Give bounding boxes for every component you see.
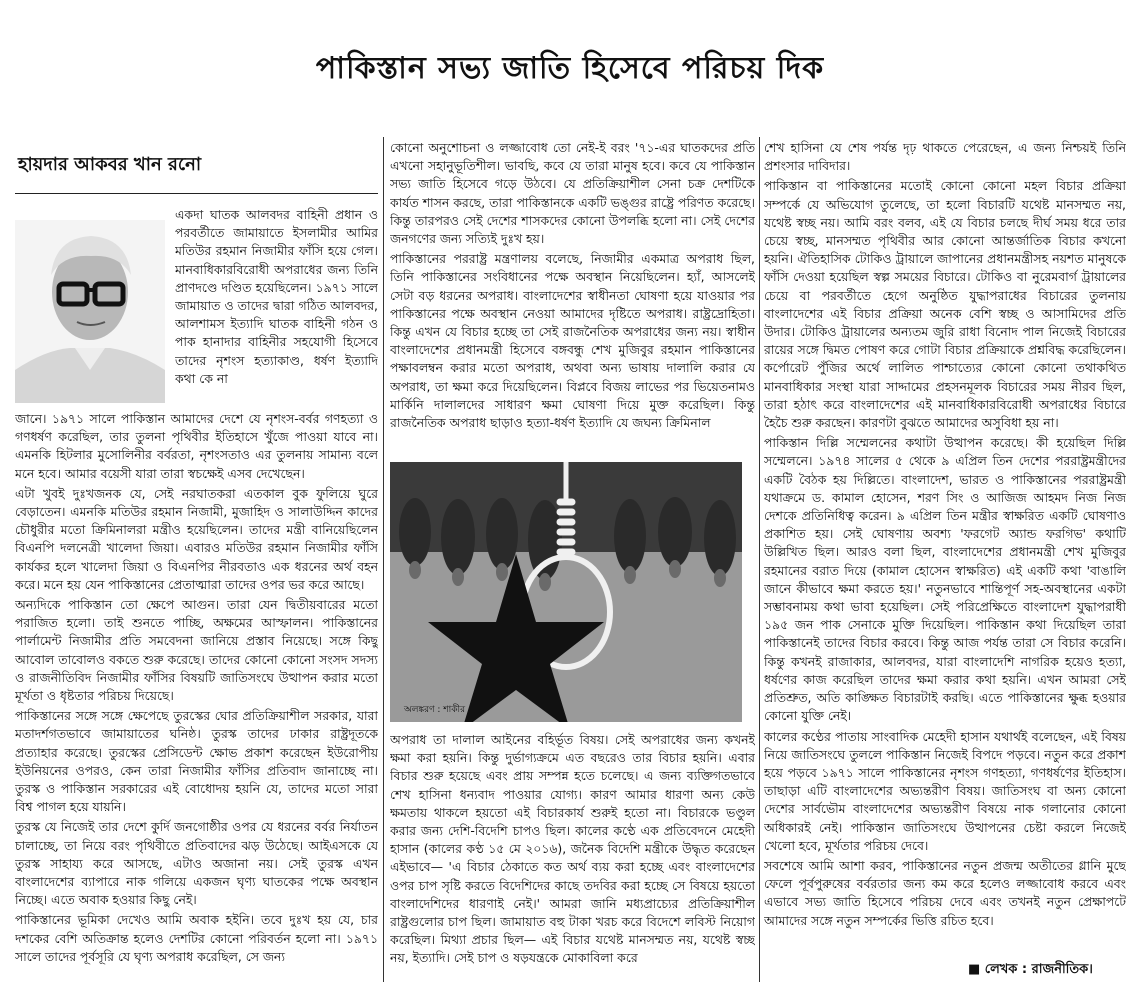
- paragraph: অপরাধ তা দালাল আইনের বহির্ভূত বিষয়। সেই অপরাধের জন্য কখনই ক্ষমা করা হয়নি। কিন্তু দুর্ভাগ্যক্রমে এত বছরেও তার বিচার হয়নি। এবার বিচার শুরু হয়েছে এবং প্রায় সম্পন্ন হতে চলেছে। এ জন্য ব্যক্তিগতভাবে শেখ হাসিনা ধন্যবাদ পাওয়ার যোগ্য। কারণ আমার ধারণা অন্য কেউ ক্ষমতায় থাকলে হয়তো এই বিচারকার্য শুরুই হতো না। বিচারকে ভণ্ডুল করার জন্য দেশি-বিদেশি চাপও ছিল। কালের কণ্ঠে এক প্রতিবেদনে মেহেদী হাসান (কালের কণ্ঠ ১৫ মে ২০১৬), জনৈক বিদেশি মন্ত্রীকে উদ্ধৃত করেছেন এইভাবে— 'এ বিচার ঠেকাতে কত অর্থ ব্যয় করা হচ্ছে এবং বাংলাদেশের ওপর চাপ সৃষ্টি করতে বিদেশিদের কাছে তদবির করা হচ্ছে সে বিষয়ে হয়তো বাংলাদেশিদের ধারণাই নেই।' আমরা জানি মধ্যপ্রাচ্যের প্রতিক্রিয়াশীল রাষ্ট্রগুলোর চাপ ছিল। জামায়াত বহু টাকা খরচ করে বিদেশে লবিস্ট নিয়োগ করেছিল। মিথ্যা প্রচার ছিল— এই বিচার যথেষ্ট মানসম্মত নয়, যথেষ্ট স্বচ্ছ নয়, ইত্যাদি। সেই চাপ ও ষড়যন্ত্রকে মোকাবিলা করে: [390, 732, 755, 966]
- paragraph: সবশেষে আমি আশা করব, পাকিস্তানের নতুন প্রজন্ম অতীতের গ্লানি মুছে ফেলে পূর্বপুরুষের বর্বরতার জন্য কম করে হলেও লজ্জাবোধ করবে এবং এভাবে সভ্য জাতি হিসেবে পরিচয় দেবে এবং তখনই নতুন প্রেক্ষাপটে আমাদের সঙ্গে নতুন সম্পর্কের ভিত্তি রচিত হবে।: [764, 857, 1126, 928]
- paragraph: পাকিস্তানের সঙ্গে সঙ্গে ক্ষেপেছে তুরস্কের ঘোর প্রতিক্রিয়াশীল সরকার, যারা মতাদর্শগতভাবে জামায়াতের ঘনিষ্ঠ। তুরস্ক তাদের ঢাকার রাষ্ট্রদূতকে প্রত্যাহার করেছে। তুরস্কের প্রেসিডেন্ট ক্ষোভ প্রকাশ করেছেন ইউরোপীয় ইউনিয়নের ওপরও, কেন তারা নিজামীর ফাঁসির প্রতিবাদ জানাচ্ছে না। তুরস্ক ও পাকিস্তান সরকারের এই বোধোদয় হয়নি যে, তাদের মতো সারা বিশ্ব পাগল হয়ে যায়নি।: [15, 708, 378, 815]
- column-1-bottom: [15, 410, 378, 985]
- paragraph: এটা খুবই দুঃখজনক যে, সেই নরঘাতকরা এতকাল বুক ফুলিয়ে ঘুরে বেড়াতেন। এমনকি মতিউর রহমান নিজামী, মুজাহিদ ও সালাউদ্দিন কাদের চৌধুরীর মতো ক্রিমিনালরা মন্ত্রীও হয়েছিলেন। তাদের মন্ত্রী বানিয়েছিলেন বিএনপি দলনেত্রী খালেদা জিয়া। এবারও মতিউর রহমান নিজামীর ফাঁসি কার্যকর হলে খালেদা জিয়া ও বিএনপির নীরবতাও এক ধরনের অর্থ বহন করে। মনে হয় যেন পাকিস্তানের প্রেতাত্মারা তাদের ওপর ভর করে আছে।: [15, 485, 378, 592]
- paragraph: জানে। ১৯৭১ সালে পাকিস্তান আমাদের দেশে যে নৃশংস-বর্বর গণহত্যা ও গণধর্ষণ করেছিল, তার তুলনা পৃথিবীর ইতিহাসে খুঁজে পাওয়া যাবে না। এমনকি হিটলার মুসোলিনীর বর্বরতা, নৃশংসতাও এর তুলনায় সামান্য বলে মনে হবে। আমার বয়েসী যারা তারা স্বচক্ষেই এসব দেখেছেন।: [15, 411, 378, 481]
- byline: হায়দার আকবর খান রনো: [18, 154, 202, 175]
- paragraph: শেখ হাসিনা যে শেষ পর্যন্ত দৃঢ় থাকতে পেরেছেন, এ জন্য নিশ্চয়ই তিনি প্রশংসার দাবিদার।: [764, 140, 1126, 174]
- paragraph: অন্যদিকে পাকিস্তান তো ক্ষেপে আগুন। তারা যেন দ্বিতীয়বারের মতো পরাজিত হলো। তাই শুনতে পাচ্ছি, অক্ষমের আস্ফালন। পাকিস্তানের পার্লামেন্ট নিজামীর প্রতি সমবেদনা জানিয়ে প্রস্তাব নিয়েছে। সঙ্গে কিছু আবোল তাবোলও বকতে শুরু করেছে। তাদের কোনো কোনো সংসদ সদস্য ও রাজনীতিবিদ নিজামীর ফাঁসির বিষয়টি জাতিসংঘে উত্থাপন করার মতো মূর্খতা ও ধৃষ্টতার পরিচয় দিয়েছে।: [15, 597, 378, 704]
- headline: পাকিস্তান সভ্য জাতি হিসেবে পরিচয় দিক: [315, 51, 825, 86]
- column-divider-1: [383, 137, 384, 982]
- illustration: [390, 462, 742, 722]
- noose-star-illustration: [390, 462, 742, 722]
- column-divider-2: [759, 137, 760, 982]
- author-photo: [15, 220, 165, 403]
- author-portrait-image: [15, 220, 165, 403]
- author-note: ■ লেখক : রাজনীতিক।: [968, 962, 1093, 977]
- column-3: [764, 139, 1126, 954]
- column-2-bottom: [390, 731, 755, 987]
- byline-rule: [15, 193, 378, 194]
- illustration-caption: অলঙ্করণ : শাকীর: [404, 705, 466, 715]
- column-1-top: একদা ঘাতক আলবদর বাহিনী প্রধান ও পরবর্তীতে জামায়াতে ইসলামীর আমির মতিউর রহমান নিজামীর ফাঁসি হয়ে গেল। মানবাধিকারবিরোধী অপরাধের জন্য তিনি প্রাণদণ্ডে দণ্ডিত হয়েছিলেন। ১৯৭১ সালে জামায়াত ও তাদের দ্বারা গঠিত আলবদর, আলশামস ইত্যাদি ঘাতক বাহিনী গঠন ও পাক হানাদার বাহিনীর সহযোগী হিসেবে তাদের নৃশংস হত্যাকাণ্ড, ধর্ষণ ইত্যাদি কথা কে না: [175, 207, 378, 386]
- paragraph: কালের কণ্ঠের পাতায় সাংবাদিক মেহেদী হাসান যথার্থই বলেছেন, এই বিষয় নিয়ে জাতিসংঘে তুললে পাকিস্তান নিজেই বিপদে পড়বে। নতুন করে প্রকাশ হয়ে পড়বে ১৯৭১ সালে পাকিস্তানের নৃশংস গণহত্যা, গণধর্ষণের ইতিহাস। তাছাড়া এটি বাংলাদেশের অভ্যন্তরীণ বিষয়। জাতিসংঘ বা অন্য কোনো দেশের সার্বভৌম বাংলাদেশের অভ্যন্তরীণ বিষয়ে নাক গলানোর কোনো অধিকারই নেই। পাকিস্তান জাতিসংঘে উত্থাপনের চেষ্টা করলে নিজেই খেলো হবে, মূর্খতার পরিচয় দেবে।: [764, 728, 1126, 853]
- paragraph: পাকিস্তান দিল্লি সম্মেলনের কথাটা উত্থাপন করেছে। কী হয়েছিল দিল্লি সম্মেলনে। ১৯৭৪ সালের ৫ থেকে ৯ এপ্রিল তিন দেশের পররাষ্ট্রমন্ত্রীদের একটি বৈঠক হয় দিল্লিতে। বাংলাদেশ, ভারত ও পাকিস্তানের পররাষ্ট্রমন্ত্রী যথাক্রমে ড. কামাল হোসেন, শরণ সিং ও আজিজ আহমদ নিজ নিজ দেশকে প্রতিনিধিত্ব করেন। ৯ এপ্রিল তিন মন্ত্রীর স্বাক্ষরিত একটি ঘোষণাও প্রকাশিত হয়। সেই ঘোষণায় অবশ্য 'ফরগেট অ্যান্ড ফরগিভ' কথাটি উল্লিখিত ছিল। আরও বলা ছিল, বাংলাদেশের প্রধানমন্ত্রী শেখ মুজিবুর রহমানের বরাত দিয়ে (কামাল হোসেন স্বাক্ষরিত) এই একটি কথা 'বাঙালি জানে কীভাবে ক্ষমা করতে হয়।' নতুনভাবে শান্তিপূর্ণ সহ-অবস্থানের একটা সম্ভাবনাময় কথা ভাবা হয়েছিল। সেই পরিপ্রেক্ষিতে বাংলাদেশ যুদ্ধাপরাধী ১৯৫ জন পাক সেনাকে মুক্তি দিয়েছিল। পাকিস্তান কথা দিয়েছিল তারা পাকিস্তানেই তাদের বিচার করবে। কিন্তু আজ পর্যন্ত তারা সে বিচার করেনি। কিন্তু কখনই রাজাকার, আলবদর, যারা বাংলাদেশি নাগরিক হয়েও হত্যা, ধর্ষণের কাজ করেছিল তাদের ক্ষমা করার কথা হয়নি। এখন আমরা সেই প্রতিশ্রুত, অতি কাঙ্ক্ষিত বিচারটাই করছি। এতে পাকিস্তানের ক্ষুব্ধ হওয়ার কোনো যুক্তি নেই।: [764, 435, 1126, 724]
- paragraph: পাকিস্তান বা পাকিস্তানের মতোই কোনো কোনো মহল বিচার প্রক্রিয়া সম্পর্কে যে অভিযোগ তুলেছে, তা হলো বিচারটি যথেষ্ট মানসম্মত নয়, যথেষ্ট স্বচ্ছ নয়। আমি বরং বলব, এই যে বিচার চলছে দীর্ঘ সময় ধরে তার চেয়ে স্বচ্ছ, মানসম্মত পৃথিবীর আর কোনো আন্তর্জাতিক বিচার কখনো হয়নি। ঐতিহাসিক টোকিও ট্রায়ালে জাপানের প্রধানমন্ত্রীসহ নয়শত মানুষকে ফাঁসি দেওয়া হয়েছিল স্বল্প সময়ের বিচারে। টোকিও বা নুরেমবার্গ ট্রায়ালের চেয়ে বা পরবর্তীতে হেগে অনুষ্ঠিত যুদ্ধাপরাধের বিচারের তুলনায় বাংলাদেশের এই বিচার প্রক্রিয়া অনেক বেশি স্বচ্ছ ও আসামিদের প্রতি উদার। টোকিও ট্রায়ালের অন্যতম জুরি রাধা বিনোদ পাল নিজেই বিচারের রায়ের সঙ্গে দ্বিমত পোষণ করে গোটা বিচার প্রক্রিয়াকে প্রশ্নবিদ্ধ করেছিলেন। কর্পোরেট পুঁজির অর্থে লালিত পাশ্চাত্যের কোনো কোনো তথাকথিত মানবাধিকার সংস্থা যারা সাদ্দামের প্রহসনমূলক বিচারের সময় নীরব ছিল, তারা হঠাৎ করে বাংলাদেশের এই মানবাধিকারবিরোধী অপরাধের বিচারে হৈচৈ শুরু করছেন। কারণটা বুঝতে আমাদের অসুবিধা হয় না।: [764, 178, 1126, 431]
- column-2-top: [390, 139, 755, 457]
- paragraph: তুরস্ক যে নিজেই তার দেশে কুর্দি জনগোষ্ঠীর ওপর যে ধরনের বর্বর নির্যাতন চালাচ্ছে, তা নিয়ে বরং পৃথিবীতে প্রতিবাদের ঝড় উঠেছে। আইএসকে যে তুরস্ক সাহায্য করে আসছে, এটাও অজানা নয়। সেই তুরস্ক এখন বাংলাদেশের ব্যাপারে নাক গলিয়ে একজন ঘৃণ্য ঘাতকের পক্ষে অবস্থান নিচ্ছে। এতে অবাক হওয়ার কিছু নেই।: [15, 819, 378, 908]
- paragraph: পাকিস্তানের ভূমিকা দেখেও আমি অবাক হইনি। তবে দুঃখ হয় যে, চার দশকের বেশি অতিক্রান্ত হলেও দেশটির কোনো পরিবর্তন হলো না। ১৯৭১ সালে তাদের পূর্বসূরি যে ঘৃণ্য অপরাধ করেছিল, সে জন্য: [15, 912, 378, 964]
- paragraph: কোনো অনুশোচনা ও লজ্জাবোধ তো নেই-ই বরং '৭১-এর ঘাতকদের প্রতি এখনো সহানুভূতিশীল। ভাবছি, কবে যে তারা মানুষ হবে। কবে যে পাকিস্তান সভ্য জাতি হিসেবে গড়ে উঠবে। যে প্রতিক্রিয়াশীল সেনা চক্র দেশটিকে কার্যত শাসন করছে, তারা পাকিস্তানকে একটি ভঙ্গুর রাষ্ট্রে পরিণত করেছে। কিন্তু তারপরও সেই দেশের শাসকদের কোনো উপলব্ধি হলো না। সেই দেশের জনগণের জন্য সত্যিই দুঃখ হয়।: [390, 140, 755, 247]
- paragraph: পাকিস্তানের পররাষ্ট্র মন্ত্রণালয় বলেছে, নিজামীর একমাত্র অপরাধ ছিল, তিনি পাকিস্তানের সংবিধানের পক্ষে অবস্থান নিয়েছিলেন। হ্যাঁ, আসলেই সেটা বড় ধরনের অপরাধ। বাংলাদেশের স্বাধীনতা ঘোষণা হয়ে যাওয়ার পর পাকিস্তানের পক্ষে অবস্থান নেওয়া আমাদের দৃষ্টিতে অপরাধ। রাষ্ট্রদ্রোহিতা। কিন্তু এখন যে বিচার হচ্ছে তা সেই রাজনৈতিক অপরাধের জন্য নয়। স্বাধীন বাংলাদেশের প্রধানমন্ত্রী হিসেবে বঙ্গবন্ধু শেখ মুজিবুর রহমান পাকিস্তানের পক্ষাবলম্বন করার মতো অপরাধ, অথবা অন্য ভাষায় দালালি করার যে অপরাধ, তা ক্ষমা করে দিয়েছিলেন। বিপ্লবে বিজয় লাভের পর ভিয়েতনামও মার্কিনি দালালদের সাধারণ ক্ষমা ঘোষণা দিয়ে মুক্ত করেছিল। কিন্তু রাজনৈতিক অপরাধ ছাড়াও হত্যা-ধর্ষণ ইত্যাদি যে জঘন্য ক্রিমিনাল: [390, 251, 755, 431]
